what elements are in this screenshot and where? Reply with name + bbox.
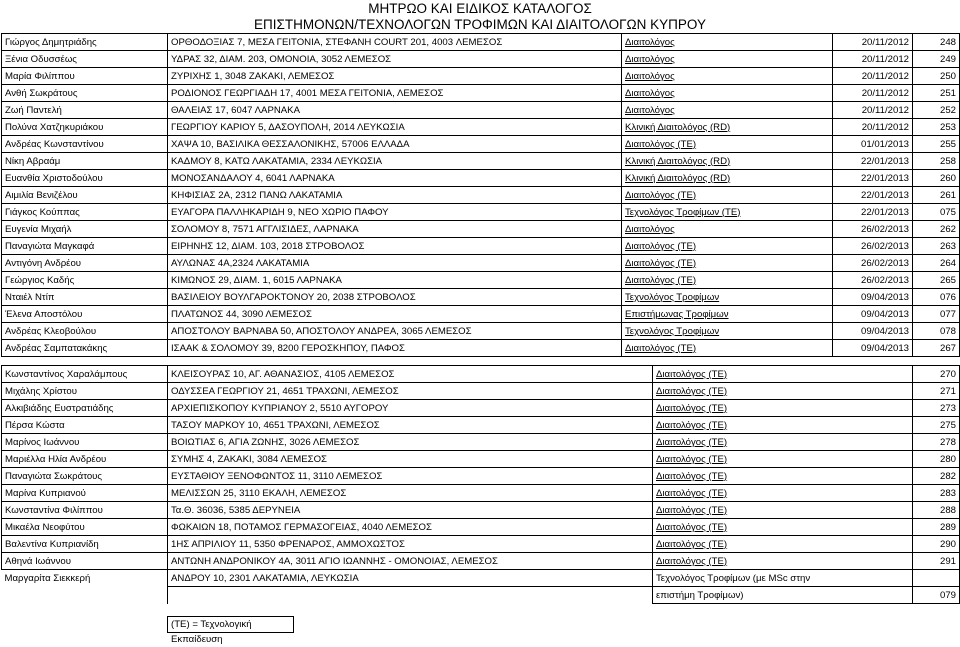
table-row: [2, 502, 960, 519]
member-address: ΒΑΣΙΛΕΙΟΥ ΒΟΥΛΓΑΡΟΚΤΟΝΟΥ 20, 2038 ΣΤΡΟΒΟΛΟΣ: [168, 289, 622, 306]
registration-date: 09/04/2013: [833, 289, 913, 306]
member-name: Ζωή Παντελή: [2, 102, 168, 119]
registration-number: 251: [913, 85, 960, 102]
member-address: ΖΥΡΙΧΗΣ 1, 3048 ΖΑΚΑΚΙ, ΛΕΜΕΣΟΣ: [168, 68, 622, 85]
member-name: Παναγιώτα Σωκράτους: [2, 468, 168, 485]
member-address: ΙΣΑΑΚ & ΣΟΛΟΜΟΥ 39, 8200 ΓΕΡΟΣΚΗΠΟΥ, ΠΑΦΟΣ: [168, 340, 622, 357]
member-specialty: Διαιτολόγος: [622, 51, 833, 68]
table-row: [2, 570, 960, 587]
member-name: Κωνσταντίνος Χαραλάμπους: [2, 366, 168, 383]
table-row: [2, 34, 960, 51]
registration-number: 273: [913, 400, 960, 417]
member-name: Μαρία Φιλίππου: [2, 68, 168, 85]
table-row: [2, 119, 960, 136]
registration-number: 077: [913, 306, 960, 323]
table-row: [2, 400, 960, 417]
member-address: ΘΑΛΕΙΑΣ 17, 6047 ΛΑΡΝΑΚΑ: [168, 102, 622, 119]
table-row: [2, 417, 960, 434]
member-name: Έλενα Αποστόλου: [2, 306, 168, 323]
registration-date: 20/11/2012: [833, 34, 913, 51]
table-row: [2, 85, 960, 102]
member-address: ΕΥΑΓΟΡΑ ΠΑΛΛΗΚΑΡΙΔΗ 9, ΝΕΟ ΧΩΡΙΟ ΠΑΦΟΥ: [168, 204, 622, 221]
registration-number: 264: [913, 255, 960, 272]
member-address: ΕΙΡΗΝΗΣ 12, ΔΙΑΜ. 103, 2018 ΣΤΡΟΒΟΛΟΣ: [168, 238, 622, 255]
member-address: ΜΕΛΙΣΣΩΝ 25, 3110 ΕΚΑΛΗ, ΛΕΜΕΣΟΣ: [168, 485, 653, 502]
member-address: ΑΝΔΡΟΥ 10, 2301 ΛΑΚΑΤΑΜΙΑ, ΛΕΥΚΩΣΙΑ: [168, 570, 653, 587]
member-address: ΑΡΧΙΕΠΙΣΚΟΠΟΥ ΚΥΠΡΙΑΝΟΥ 2, 5510 ΑΥΓΟΡΟΥ: [168, 400, 653, 417]
member-address: ΣΟΛΟΜΟΥ 8, 7571 ΑΓΓΛΙΣΙΔΕΣ, ΛΑΡΝΑΚΑ: [168, 221, 622, 238]
table-row: [2, 323, 960, 340]
registration-number: 265: [913, 272, 960, 289]
member-specialty: Τεχνολόγος Τροφίμων: [622, 323, 833, 340]
table-row: [2, 587, 960, 604]
table-row: [2, 272, 960, 289]
member-name: Αιμιλία Βενιζέλου: [2, 187, 168, 204]
registration-date: 26/02/2013: [833, 272, 913, 289]
member-name: Μιχάλης Χρίστου: [2, 383, 168, 400]
member-specialty: Διαιτολόγος (ΤΕ): [622, 340, 833, 357]
member-name: Γιάγκος Κούππας: [2, 204, 168, 221]
table-row: [2, 221, 960, 238]
member-specialty: Διαιτολόγος (ΤΕ): [622, 255, 833, 272]
member-name: Νταιέλ Ντίπ: [2, 289, 168, 306]
member-name: Ανθή Σωκράτους: [2, 85, 168, 102]
member-specialty: Διαιτολόγος: [622, 221, 833, 238]
member-specialty: Κλινική Διαιτολόγος (RD): [622, 119, 833, 136]
table-row: [2, 306, 960, 323]
table-row: [2, 170, 960, 187]
table-row: [2, 485, 960, 502]
table-row: [2, 68, 960, 85]
member-address: ΚΛΕΙΣΟΥΡΑΣ 10, ΑΓ. ΑΘΑΝΑΣΙΟΣ, 4105 ΛΕΜΕΣΟΣ: [168, 366, 653, 383]
member-specialty: Τεχνολόγος Τροφίμων (με MSc στην: [653, 570, 913, 587]
member-name: Μαρίνα Κυπριανού: [2, 485, 168, 502]
member-address: 1ΗΣ ΑΠΡΙΛΙΟΥ 11, 5350 ΦΡΕΝΑΡΟΣ, ΑΜΜΟΧΩΣΤΟΣ: [168, 536, 653, 553]
registration-number: 283: [913, 485, 960, 502]
table-row: [2, 383, 960, 400]
member-address: ΠΛΑΤΩΝΟΣ 44, 3090 ΛΕΜΕΣΟΣ: [168, 306, 622, 323]
member-name: Μαργαρίτα Σιεκκερή: [4, 572, 91, 584]
registration-number: 291: [913, 553, 960, 570]
table-row: [2, 102, 960, 119]
registration-date: 20/11/2012: [833, 119, 913, 136]
member-specialty: Διαιτολόγος (ΤΕ): [653, 468, 913, 485]
registration-date: 22/01/2013: [833, 153, 913, 170]
member-address: ΦΩΚΑΙΩΝ 18, ΠΟΤΑΜΟΣ ΓΕΡΜΑΣΟΓΕΙΑΣ, 4040 ΛΕΜΕΣΟΣ: [168, 519, 653, 536]
member-address: ΑΝΤΩΝΗ ΑΝΔΡΟΝΙΚΟΥ 4Α, 3011 ΑΓΙΟ ΙΩΑΝΝΗΣ - ΟΜΟΝΟΙΑΣ, ΛΕΜΕΣΟΣ: [168, 553, 653, 570]
registration-date: 01/01/2013: [833, 136, 913, 153]
member-address: ΟΔΥΣΣΕΑ ΓΕΩΡΓΙΟΥ 21, 4651 ΤΡΑΧΩΝΙ, ΛΕΜΕΣΟΣ: [168, 383, 653, 400]
member-address: ΣΥΜΗΣ 4, ΖΑΚΑΚΙ, 3084 ΛΕΜΕΣΟΣ: [168, 451, 653, 468]
registration-number: 252: [913, 102, 960, 119]
member-name: Αλκιβιάδης Ευστρατιάδης: [2, 400, 168, 417]
registration-number: 253: [913, 119, 960, 136]
member-specialty: Διαιτολόγος: [622, 102, 833, 119]
registration-date: 09/04/2013: [833, 306, 913, 323]
member-name: Ευανθία Χριστοδούλου: [2, 170, 168, 187]
registration-number: 250: [913, 68, 960, 85]
registration-number: 289: [913, 519, 960, 536]
table-row: [2, 468, 960, 485]
member-address: Τα.Θ. 36036, 5385 ΔΕΡΥΝΕΙΑ: [168, 502, 653, 519]
page-header: [0, 0, 960, 33]
registration-number: 078: [913, 323, 960, 340]
member-address: ΜΟΝΟΣΑΝΔΑΛΟΥ 4, 6041 ΛΑΡΝΑΚΑ: [168, 170, 622, 187]
registration-date: 20/11/2012: [833, 68, 913, 85]
member-specialty: Διαιτολόγος (ΤΕ): [622, 187, 833, 204]
registration-number: 079: [913, 587, 960, 604]
table-row: [2, 536, 960, 553]
registration-number: 261: [913, 187, 960, 204]
registration-number: 263: [913, 238, 960, 255]
member-address: ΑΥΛΩΝΑΣ 4Α,2324 ΛΑΚΑΤΑΜΙΑ: [168, 255, 622, 272]
member-specialty: Διαιτολόγος (ΤΕ): [653, 519, 913, 536]
member-address: ΟΡΘΟΔΟΞΙΑΣ 7, ΜΕΣΑ ΓΕΙΤΟΝΙΑ, ΣΤΕΦΑΝΗ COURT 201, 4003 ΛΕΜΕΣΟΣ: [168, 34, 622, 51]
registration-number: 249: [913, 51, 960, 68]
registration-number: [913, 570, 960, 587]
header-title: ΜΗΤΡΩΟ ΚΑΙ ΕΙΔΙΚΟΣ ΚΑΤΑΛΟΓΟΣ: [368, 1, 592, 16]
registration-number: 288: [913, 502, 960, 519]
member-specialty: Διαιτολόγος (ΤΕ): [653, 417, 913, 434]
member-specialty: Διαιτολόγος (ΤΕ): [653, 383, 913, 400]
member-name: [2, 587, 168, 604]
table-row: [2, 434, 960, 451]
member-specialty: Διαιτολόγος (ΤΕ): [622, 272, 833, 289]
member-name: Ανδρέας Κωνσταντίνου: [2, 136, 168, 153]
member-name: Πέρσα Κώστα: [2, 417, 168, 434]
member-name: Ξένια Οδυσσέως: [2, 51, 168, 68]
member-specialty: Διαιτολόγος (ΤΕ): [653, 502, 913, 519]
registration-number: 076: [913, 289, 960, 306]
table-row: [2, 519, 960, 536]
table-row: [2, 289, 960, 306]
registration-number: 282: [913, 468, 960, 485]
table-row: [2, 255, 960, 272]
registration-number: 260: [913, 170, 960, 187]
member-specialty: Διαιτολόγος (ΤΕ): [622, 136, 833, 153]
member-name: Αντιγόνη Ανδρέου: [2, 255, 168, 272]
footnote: (ΤΕ) = Τεχνολογική Εκπαίδευση: [167, 616, 294, 633]
member-specialty: Διαιτολόγος (ΤΕ): [622, 238, 833, 255]
member-specialty: Διαιτολόγος (ΤΕ): [653, 485, 913, 502]
registration-number: 280: [913, 451, 960, 468]
member-address: ΓΕΩΡΓΙΟΥ ΚΑΡΙΟΥ 5, ΔΑΣΟΥΠΟΛΗ, 2014 ΛΕΥΚΩΣΙΑ: [168, 119, 622, 136]
registration-number: 075: [913, 204, 960, 221]
table-row: [2, 340, 960, 357]
member-address: ΒΟΙΩΤΙΑΣ 6, ΑΓΙΑ ΖΩΝΗΣ, 3026 ΛΕΜΕΣΟΣ: [168, 434, 653, 451]
member-name: Ανδρέας Κλεοβούλου: [2, 323, 168, 340]
member-specialty: Διαιτολόγος: [622, 34, 833, 51]
member-specialty: Κλινική Διαιτολόγος (RD): [622, 153, 833, 170]
registration-date: 26/02/2013: [833, 238, 913, 255]
registration-date: 20/11/2012: [833, 85, 913, 102]
member-address: ΚΗΦΙΣΙΑΣ 2Α, 2312 ΠΑΝΩ ΛΑΚΑΤΑΜΙΑ: [168, 187, 622, 204]
member-specialty: Τεχνολόγος Τροφίμων (ΤΕ): [622, 204, 833, 221]
member-name: Πολύνα Χατζηκυριάκου: [2, 119, 168, 136]
table-row: [2, 238, 960, 255]
member-specialty: Κλινική Διαιτολόγος (RD): [622, 170, 833, 187]
registration-number: 267: [913, 340, 960, 357]
registration-date: 22/01/2013: [833, 187, 913, 204]
member-address: ΚΙΜΩΝΟΣ 29, ΔΙΑΜ. 1, 6015 ΛΑΡΝΑΚΑ: [168, 272, 622, 289]
member-address: ΑΠΟΣΤΟΛΟΥ ΒΑΡΝΑΒΑ 50, ΑΠΟΣΤΟΛΟΥ ΑΝΔΡΕΑ, 3065 ΛΕΜΕΣΟΣ: [168, 323, 622, 340]
member-specialty: Επιστήμωνας Τροφίμων: [622, 306, 833, 323]
member-address: [168, 587, 653, 604]
member-name: Αθηνά Ιωάννου: [2, 553, 168, 570]
table-row: [2, 153, 960, 170]
member-name: Ευγενία Μιχαήλ: [2, 221, 168, 238]
table-row: [2, 204, 960, 221]
member-address: ΧΑΨΑ 10, ΒΑΣΙΛΙΚΑ ΘΕΣΣΑΛΟΝΙΚΗΣ, 57006 ΕΛΛΑΔΑ: [168, 136, 622, 153]
member-name: Κωνσταντίνα Φιλίππου: [2, 502, 168, 519]
registration-date: 22/01/2013: [833, 204, 913, 221]
member-specialty: Διαιτολόγος: [622, 85, 833, 102]
member-name: Μαρίνος Ιωάννου: [2, 434, 168, 451]
member-specialty: Διαιτολόγος (ΤΕ): [653, 400, 913, 417]
member-name: Βαλεντίνα Κυπριανίδη: [2, 536, 168, 553]
registration-number: 258: [913, 153, 960, 170]
table-row: [2, 136, 960, 153]
registration-date: 22/01/2013: [833, 170, 913, 187]
member-address: ΡΟΔΙΟΝΟΣ ΓΕΩΡΓΙΑΔΗ 17, 4001 ΜΕΣΑ ΓΕΙΤΟΝΙΑ, ΛΕΜΕΣΟΣ: [168, 85, 622, 102]
member-name: Ανδρέας Σαμπατακάκης: [2, 340, 168, 357]
member-name: Μικαέλα Νεοφύτου: [2, 519, 168, 536]
member-specialty: Διαιτολόγος (ΤΕ): [653, 536, 913, 553]
member-specialty: Διαιτολόγος (ΤΕ): [653, 451, 913, 468]
header-subtitle: ΕΠΙΣΤΗΜΟΝΩΝ/ΤΕΧΝΟΛΟΓΩΝ ΤΡΟΦΙΜΩΝ ΚΑΙ ΔΙΑΙΤΟΛΟΓΩΝ ΚΥΠΡΟΥ: [254, 17, 706, 32]
registration-date: 09/04/2013: [833, 323, 913, 340]
table-row: [2, 553, 960, 570]
member-specialty: Διαιτολόγος (ΤΕ): [653, 434, 913, 451]
member-address: ΤΑΣΟΥ ΜΑΡΚΟΥ 10, 4651 ΤΡΑΧΩΝΙ, ΛΕΜΕΣΟΣ: [168, 417, 653, 434]
member-specialty: Τεχνολόγος Τροφίμων: [622, 289, 833, 306]
member-specialty: επιστήμη Τροφίμων): [653, 587, 913, 604]
table-row: [2, 366, 960, 383]
member-specialty: Διαιτολόγος (ΤΕ): [653, 366, 913, 383]
registration-date: 20/11/2012: [833, 51, 913, 68]
registration-number: 290: [913, 536, 960, 553]
member-name: Γεώργιος Καδής: [2, 272, 168, 289]
registry-table-1: [1, 33, 960, 357]
member-name: Παναγιώτα Μαγκαφά: [2, 238, 168, 255]
member-specialty: Διαιτολόγος: [622, 68, 833, 85]
member-specialty: Διαιτολόγος (ΤΕ): [653, 553, 913, 570]
table-row: [2, 187, 960, 204]
registration-date: 20/11/2012: [833, 102, 913, 119]
table-row: [2, 51, 960, 68]
registration-date: 09/04/2013: [833, 340, 913, 357]
registry-table-2: [1, 365, 960, 604]
registration-date: 26/02/2013: [833, 221, 913, 238]
member-address: ΕΥΣΤΑΘΙΟΥ ΞΕΝΟΦΩΝΤΟΣ 11, 3110 ΛΕΜΕΣΟΣ: [168, 468, 653, 485]
table-row: [2, 451, 960, 468]
registration-date: 26/02/2013: [833, 255, 913, 272]
member-name: Νίκη Αβραάμ: [2, 153, 168, 170]
registration-number: 248: [913, 34, 960, 51]
member-address: ΥΔΡΑΣ 32, ΔΙΑΜ. 203, ΟΜΟΝΟΙΑ, 3052 ΛΕΜΕΣΟΣ: [168, 51, 622, 68]
registration-number: 262: [913, 221, 960, 238]
registration-number: 275: [913, 417, 960, 434]
registration-number: 270: [913, 366, 960, 383]
member-name: Μαριέλλα Ηλία Ανδρέου: [2, 451, 168, 468]
member-name: Γιώργος Δημητριάδης: [2, 34, 168, 51]
registration-number: 278: [913, 434, 960, 451]
member-address: ΚΑΔΜΟΥ 8, ΚΑΤΩ ΛΑΚΑΤΑΜΙΑ, 2334 ΛΕΥΚΩΣΙΑ: [168, 153, 622, 170]
registration-number: 255: [913, 136, 960, 153]
registration-number: 271: [913, 383, 960, 400]
